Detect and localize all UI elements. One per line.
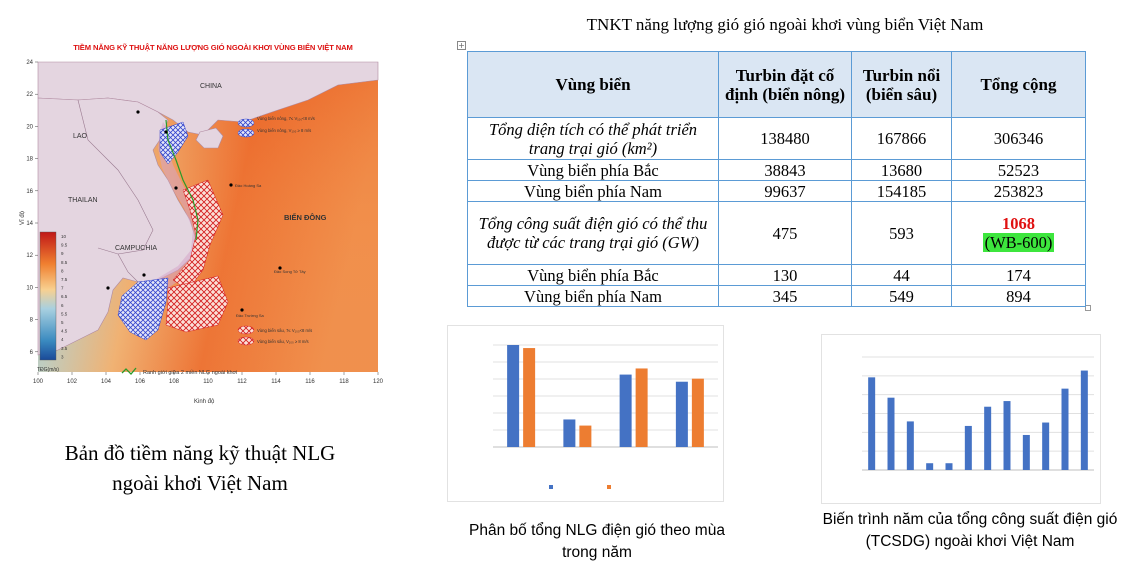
bar-series1-cat2 <box>888 398 895 470</box>
bar-series1-cat3 <box>620 375 632 447</box>
y-axis-label: Vĩ độ <box>20 210 26 225</box>
table-row <box>468 265 1086 286</box>
table-row <box>468 181 1086 202</box>
y-tick-label: 6 <box>29 349 33 356</box>
bar-series2-cat4 <box>692 379 704 447</box>
colorbar-tick-label: 7.5 <box>61 277 68 282</box>
colorbar-tick-label: 6.5 <box>61 294 68 300</box>
map-title: TIỀM NĂNG KỸ THUẬT NĂNG LƯỢNG GIÓ NGOÀI KHƠI VÙNG BIỂN VIỆT NAM <box>73 43 353 52</box>
x-tick-label: 116 <box>305 379 315 385</box>
row-label-capacity: Tổng công suất điện gió có thể thu được từ các trang trại gió (GW) <box>468 202 719 265</box>
colorbar-tick-label: 9 <box>61 251 64 257</box>
bar-series2-cat3 <box>636 368 648 447</box>
table-header-row <box>468 52 1086 118</box>
map-label-cambodia: CAMPUCHIA <box>115 245 158 252</box>
table-cell: 154185 <box>852 181 952 202</box>
colorbar-tick-label: 9.5 <box>61 242 68 248</box>
table-cell: 345 <box>719 286 852 307</box>
x-axis-label: Kinh độ <box>194 399 215 405</box>
x-tick-label: 118 <box>339 379 349 385</box>
colorbar-tick-label: 3 <box>61 354 64 360</box>
bar-series1-cat6 <box>965 426 972 470</box>
x-tick-label: 104 <box>100 379 112 385</box>
legend-marker-series2 <box>607 485 611 489</box>
header-region: Vùng biển <box>468 52 719 118</box>
table-cell: 38843 <box>719 160 852 181</box>
bar-series1-cat1 <box>868 377 875 470</box>
map-label-song-tu-tay: Đảo Song Tử Tây <box>274 269 306 274</box>
row-label: Vùng biển phía Bắc <box>468 265 719 286</box>
map-label-thailand: THAILAN <box>68 197 98 204</box>
map-caption-line1: Bản đồ tiềm năng kỹ thuật NLG <box>64 441 336 465</box>
map-caption <box>20 438 380 498</box>
table-cell: 253823 <box>952 181 1086 202</box>
bar-series1-cat11 <box>1062 389 1069 470</box>
table-cell: 52523 <box>952 160 1086 181</box>
bar-series2-cat1 <box>523 348 535 447</box>
bar-series1-cat10 <box>1042 423 1049 470</box>
x-tick-label: 108 <box>168 379 180 385</box>
colorbar-tick-label: 5 <box>61 320 64 325</box>
x-tick-label: 114 <box>271 379 281 385</box>
table-cell: 174 <box>952 265 1086 286</box>
y-tick-label: 16 <box>26 188 33 195</box>
header-floating: Turbin nổi (biển sâu) <box>852 52 952 118</box>
table-cell: 549 <box>852 286 952 307</box>
map-label-truong-sa: Đảo Trường Sa <box>236 313 264 318</box>
map-boundary-legend: Ranh giới giữa 2 miền NLG ngoài khơi <box>143 370 238 376</box>
row-label: Vùng biển phía Bắc <box>468 160 719 181</box>
y-tick-label: 24 <box>26 60 33 66</box>
bar-series1-cat12 <box>1081 371 1088 470</box>
x-tick-label: 110 <box>203 379 213 385</box>
row-label: Vùng biển phía Nam <box>468 286 719 307</box>
colorbar-title: TĐG(m/s) <box>37 367 59 373</box>
y-tick-label: 22 <box>26 92 33 99</box>
bar-series1-cat4 <box>926 463 933 470</box>
colorbar-tick-label: 8.5 <box>61 259 68 265</box>
x-tick-label: 106 <box>134 379 146 385</box>
bar-series1-cat8 <box>1004 401 1011 470</box>
capacity-total-note: (WB-600) <box>984 233 1053 252</box>
colorbar-tick-label: 4.5 <box>61 328 68 334</box>
colorbar-tick-label: 10 <box>61 234 67 239</box>
colorbar-tick-label: 8 <box>61 268 64 274</box>
table-cell: 475 <box>719 202 852 265</box>
map-label-china: CHINA <box>200 83 222 90</box>
bar-series1-cat9 <box>1023 435 1030 470</box>
x-tick-label: 102 <box>66 379 78 385</box>
annual-chart-svg <box>822 335 1102 505</box>
table-cell-capacity-total <box>952 202 1086 265</box>
wind-potential-table <box>467 51 1086 307</box>
colorbar-tick-label: 4 <box>61 337 64 343</box>
table-title: TNKT năng lượng gió gió ngoài khơi vùng biển Việt Nam <box>586 15 984 34</box>
annual-chart <box>821 334 1101 504</box>
row-label-area: Tổng diện tích có thể phát triển trang trại gió (km²) <box>468 118 719 160</box>
table-cell: 44 <box>852 265 952 286</box>
move-icon[interactable]: + <box>458 41 465 50</box>
legend-marker-series1 <box>549 485 553 489</box>
table-cell: 99637 <box>719 181 852 202</box>
colorbar-tick-label: 7 <box>61 285 64 291</box>
table-cell: 138480 <box>719 118 852 160</box>
bar-series1-cat2 <box>563 419 575 447</box>
y-tick-label: 18 <box>26 156 33 163</box>
colorbar-tick-label: 5.5 <box>61 311 68 317</box>
y-tick-label: 20 <box>26 124 33 131</box>
wind-potential-map <box>18 40 390 415</box>
table-cell: 167866 <box>852 118 952 160</box>
table-cell: 894 <box>952 286 1086 307</box>
y-tick-label: 10 <box>26 285 33 292</box>
annual-chart-caption: Biến trình năm của tổng công suất điện gió (TCSDG) ngoài khơi Việt Nam <box>822 511 1118 550</box>
table-row <box>468 118 1086 160</box>
y-tick-label: 14 <box>26 221 33 227</box>
bar-series1-cat5 <box>946 463 953 470</box>
x-tick-label: 100 <box>32 379 44 385</box>
map-legend-shallow-2: Vùng biển nông, V₁₀₀ ≥ 8 m/s <box>257 128 312 133</box>
map-label-laos: LAO <box>73 133 88 140</box>
header-total: Tổng cộng <box>952 52 1086 118</box>
map-legend-deep-1: Vùng biển sâu, 7≤ V₁₀₀<8 m/s <box>257 328 313 333</box>
seasonal-chart-svg <box>448 326 725 503</box>
map-graphic <box>18 40 390 415</box>
y-tick-label: 8 <box>29 317 33 324</box>
map-legend-deep-2: Vùng biển sâu, V₁₀₀ ≥ 8 m/s <box>257 339 309 344</box>
x-tick-label: 112 <box>237 379 247 385</box>
map-caption-line2: ngoài khơi Việt Nam <box>112 471 288 495</box>
bar-series1-cat3 <box>907 421 914 470</box>
bar-series1-cat4 <box>676 382 688 447</box>
table-cell: 130 <box>719 265 852 286</box>
table-cell: 13680 <box>852 160 952 181</box>
seasonal-chart-caption: Phân bố tổng NLG điện gió theo mùa trong năm <box>469 522 725 561</box>
row-label: Vùng biển phía Nam <box>468 181 719 202</box>
map-label-hoang-sa: Đảo Hoàng Sa <box>235 183 262 188</box>
table-row <box>468 160 1086 181</box>
table-row <box>468 202 1086 265</box>
bar-series1-cat7 <box>984 407 991 470</box>
colorbar-tick-label: 6 <box>61 302 64 308</box>
table-row <box>468 286 1086 307</box>
colorbar-tick-label: 3.5 <box>61 345 68 351</box>
bar-series2-cat2 <box>579 426 591 447</box>
map-label-sea: BIỂN ĐÔNG <box>284 213 327 222</box>
bar-series1-cat1 <box>507 345 519 447</box>
seasonal-chart <box>447 325 724 502</box>
x-tick-label: 120 <box>372 379 384 385</box>
map-legend-shallow-1: Vùng biển nông, 7≤ V₁₀₀<8 m/s <box>257 116 315 121</box>
header-fixed: Turbin đặt cố định (biển nông) <box>719 52 852 118</box>
table-cell: 306346 <box>952 118 1086 160</box>
capacity-total-value: 1068 <box>1002 214 1035 233</box>
y-tick-label: 12 <box>26 253 33 260</box>
table-cell: 593 <box>852 202 952 265</box>
